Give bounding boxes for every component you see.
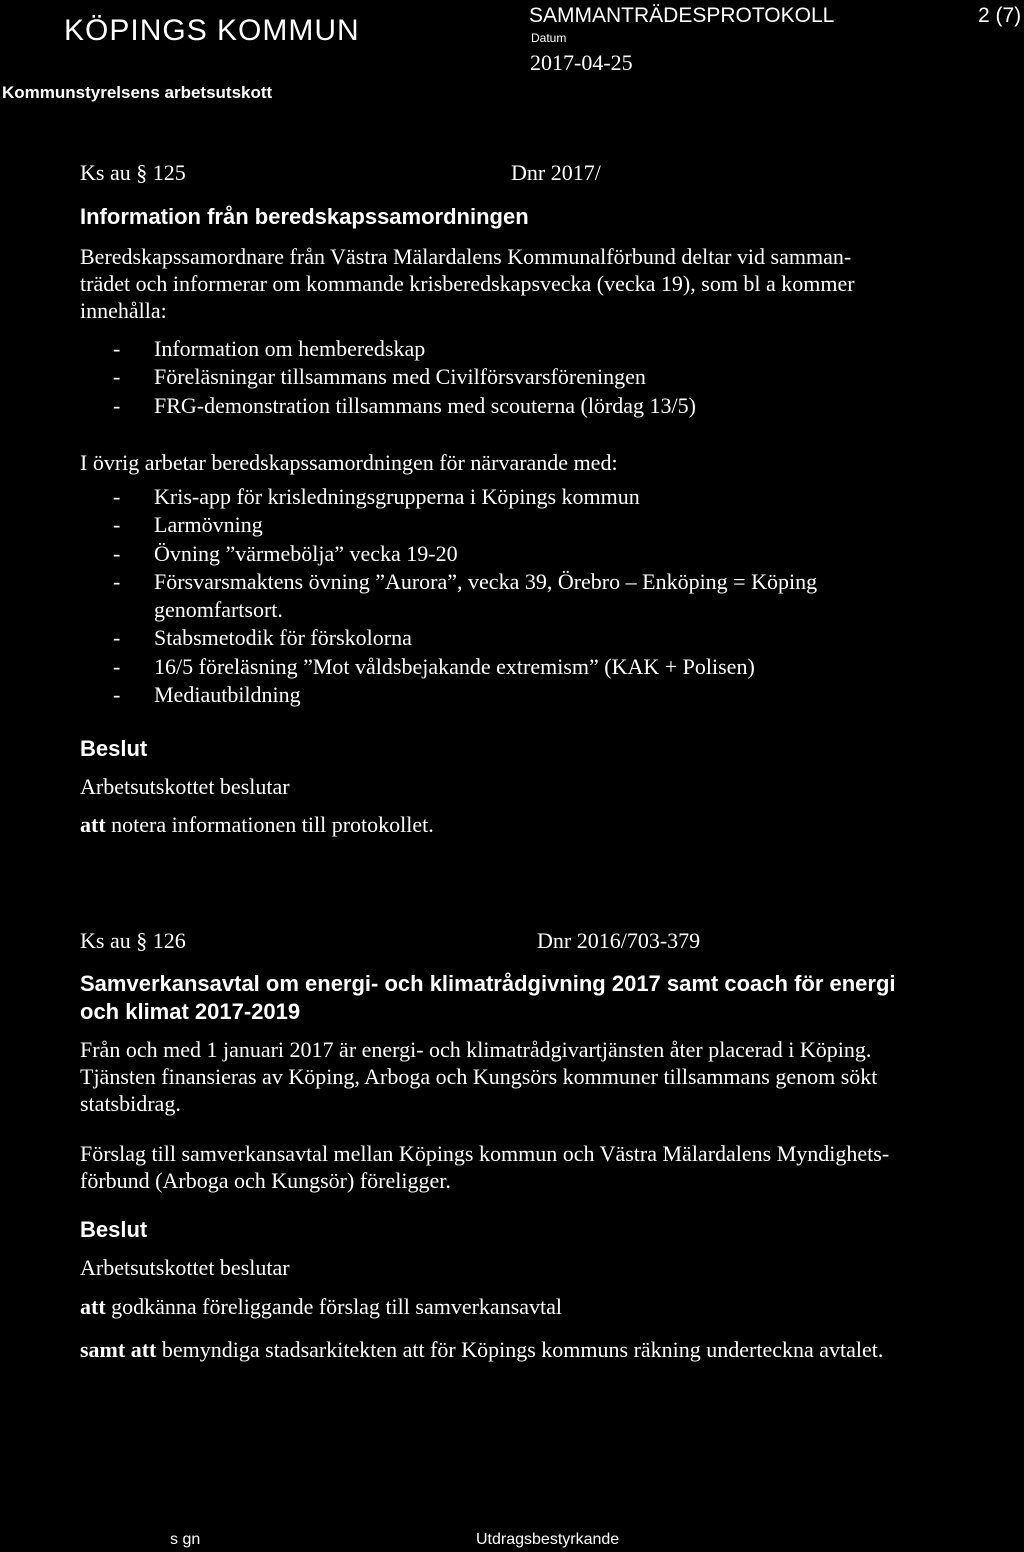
text-line: förbund (Arboga och Kungsör) föreligger.: [80, 1168, 451, 1193]
section-title: [80, 970, 896, 1026]
title-line: och klimat 2017-2019: [80, 999, 301, 1024]
list-item-text: Larmövning: [154, 512, 263, 538]
diary-number: Dnr 2016/703-379: [537, 928, 701, 953]
text-line: Tjänsten finansieras av Köping, Arboga och Kungsörs kommuner tillsammans genom sökt: [80, 1064, 878, 1089]
department-name: Kommunstyrelsens arbetsutskott: [2, 83, 273, 102]
list-item: [113, 681, 817, 709]
list-item: [113, 624, 817, 652]
text-line: innehålla:: [80, 298, 167, 323]
document-type: SAMMANTRÄDESPROTOKOLL: [529, 4, 835, 27]
text-line: trädet och informerar om kommande krisberedskapsvecka (vecka 19), som bl a kommer: [80, 271, 855, 296]
paragraph: [80, 1036, 980, 1117]
intro-paragraph: [80, 243, 980, 324]
list-dash: -: [113, 512, 121, 538]
list-item: [113, 540, 817, 568]
document-date: 2017-04-25: [530, 50, 633, 75]
decision-text: bemyndiga stadsarkitekten att för Köpings kommuns räkning underteckna avtalet.: [161, 1337, 884, 1362]
list-dash: -: [113, 364, 121, 390]
list-item: [113, 568, 817, 625]
list-item-text: Kris-app för krisledningsgrupperna i Köpings kommun: [154, 484, 640, 509]
list-item-text: Mediautbildning: [154, 682, 301, 708]
list-item: [113, 483, 817, 511]
list-item: [113, 335, 696, 363]
paragraph: [80, 1140, 980, 1194]
text-line: Från och med 1 januari 2017 är energi- och klimatrådgivartjänsten åter placerad i Köping.: [80, 1037, 872, 1062]
work-list: [113, 483, 817, 709]
decision-intro: Arbetsutskottet beslutar: [80, 774, 290, 799]
decision-text: notera informationen till protokollet.: [111, 812, 434, 837]
list-item: [113, 363, 696, 391]
other-work-intro: I övrig arbetar beredskapssamordningen för närvarande med:: [80, 450, 618, 475]
list-item-text: Försvarsmaktens övning ”Aurora”, vecka 39, Örebro – Enköping = Köping: [154, 568, 818, 594]
decision-intro: Arbetsutskottet beslutar: [80, 1255, 290, 1280]
content-list: [113, 335, 696, 420]
list-dash: -: [113, 682, 121, 708]
list-dash: -: [113, 336, 121, 361]
decision-text: godkänna föreliggande förslag till samverkansavtal: [111, 1294, 563, 1319]
list-item: [113, 653, 817, 681]
text-line: Beredskapssamordnare från Västra Mälardalens Kommunalförbund deltar vid samman-: [80, 244, 852, 269]
section-ref: Ks au § 125: [80, 160, 186, 185]
text-line: statsbidrag.: [80, 1091, 181, 1116]
list-item-text: Övning ”värmebölja” vecka 19-20: [154, 540, 458, 566]
diary-number: Dnr 2017/: [511, 160, 601, 185]
list-dash: -: [113, 540, 121, 566]
decision-line: [80, 1294, 562, 1320]
list-item-text: 16/5 föreläsning ”Mot våldsbejakande extremism” (KAK + Polisen): [154, 653, 755, 679]
list-dash: -: [113, 653, 121, 679]
organization-name: KÖPINGS KOMMUN: [64, 14, 360, 47]
decision-line: [80, 1337, 883, 1363]
list-item-text: Information om hemberedskap: [154, 336, 426, 361]
decision-heading: Beslut: [80, 1217, 148, 1242]
page-number: 2 (7): [978, 4, 1022, 27]
att-keyword: samt att: [80, 1337, 157, 1362]
certification-label: Utdragsbestyrkande: [476, 1531, 620, 1548]
list-item: [113, 511, 817, 539]
title-line: Samverkansavtal om energi- och klimatrådgivning 2017 samt coach för energi: [80, 971, 896, 996]
list-dash: -: [113, 568, 121, 594]
list-item-text: FRG-demonstration tillsammans med scouterna (lördag 13/5): [154, 392, 696, 418]
list-item: [113, 392, 696, 420]
section-title: Information från beredskapssamordningen: [80, 204, 529, 229]
decision-line: [80, 812, 434, 838]
text-line: Förslag till samverkansavtal mellan Köpings kommun och Västra Mälardalens Myndighets-: [80, 1141, 890, 1166]
signatures-label: s gn: [170, 1531, 201, 1548]
list-dash: -: [113, 484, 121, 509]
list-dash: -: [113, 625, 121, 651]
att-keyword: att: [80, 1294, 106, 1319]
att-keyword: att: [80, 812, 106, 837]
list-item-continuation: genomfartsort.: [154, 597, 283, 623]
list-item-text: Föreläsningar tillsammans med Civilförsvarsföreningen: [154, 364, 646, 390]
list-item-text: Stabsmetodik för förskolorna: [154, 625, 412, 651]
date-label: Datum: [531, 31, 567, 45]
section-ref: Ks au § 126: [80, 928, 186, 953]
decision-heading: Beslut: [80, 736, 148, 761]
list-dash: -: [113, 392, 121, 418]
